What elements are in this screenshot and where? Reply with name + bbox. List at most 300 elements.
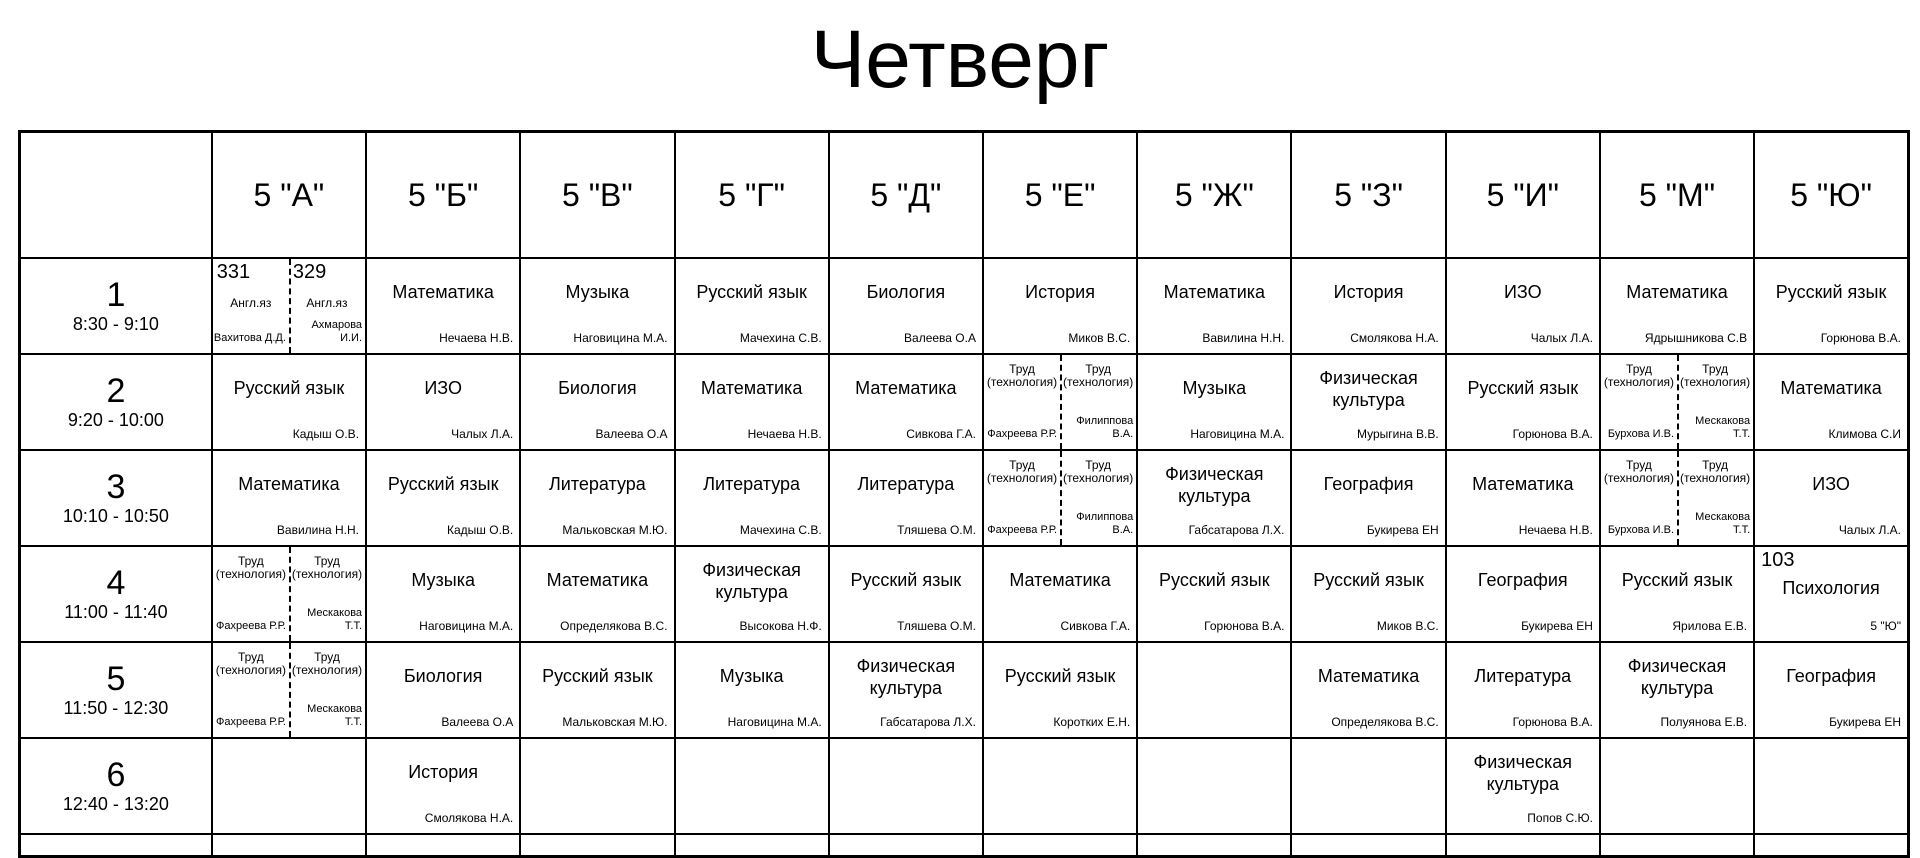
- subject-name: География: [1477, 570, 1568, 590]
- teacher-name: Ядрышникова С.В: [1644, 331, 1748, 345]
- lesson-content: [1138, 739, 1290, 833]
- lesson-cell: [520, 450, 674, 546]
- teacher-name: Высокова Н.Ф.: [739, 619, 822, 633]
- teacher-name: Тляшева О.М.: [897, 619, 976, 633]
- teacher-name: Фахреева Р.Р.: [216, 620, 286, 632]
- subject-name: Русский язык: [1159, 570, 1270, 590]
- subject-name: Биология: [866, 282, 946, 302]
- lesson-cell: [1291, 450, 1445, 546]
- subject-name: Русский язык: [387, 474, 499, 494]
- period-number: 3: [106, 468, 126, 506]
- lesson-cell: [1291, 738, 1445, 834]
- teacher-name: Бурхова И.В.: [1607, 428, 1675, 440]
- lesson-half: [289, 259, 365, 353]
- period-row: [20, 642, 1909, 738]
- lesson-cell: [675, 546, 829, 642]
- period-cell: [20, 450, 212, 546]
- lesson-half: [213, 643, 289, 737]
- lesson-cell: [1137, 258, 1291, 354]
- class-header: 5 "Д": [829, 132, 983, 259]
- lesson-cell: [1600, 450, 1754, 546]
- empty-cell: [1754, 834, 1908, 857]
- subject-name: Математика: [1626, 282, 1728, 302]
- lesson-content: [521, 355, 673, 449]
- subject-name: Математика: [855, 378, 957, 398]
- teacher-name: Габсатарова Л.Х.: [1188, 523, 1285, 537]
- subject-name: Психология: [1782, 578, 1880, 598]
- subject-name: Музыка: [1182, 378, 1247, 398]
- teacher-name: Нечаева Н.В.: [747, 427, 822, 441]
- lesson-content: [367, 451, 519, 545]
- teacher-name: Бурхова И.В.: [1607, 524, 1675, 536]
- lesson-half: [1677, 355, 1753, 449]
- lesson-content: [676, 547, 828, 641]
- lesson-cell: [829, 354, 983, 450]
- subject-name: Русский язык: [1313, 570, 1424, 590]
- subject-name: Математика: [546, 570, 649, 590]
- teacher-name: Вавилина Н.Н.: [276, 523, 360, 537]
- lesson-cell: [520, 258, 674, 354]
- lesson-content: [1601, 259, 1753, 353]
- lesson-content: [1755, 259, 1907, 353]
- lesson-content: [1138, 259, 1290, 353]
- period-number: 2: [106, 372, 126, 410]
- teacher-name: Филиппова В.А.: [1076, 415, 1134, 440]
- subject-name: История: [1333, 282, 1404, 302]
- subject-name: Математика: [1163, 282, 1266, 302]
- lesson-content: [213, 547, 365, 641]
- lesson-cell: [983, 642, 1137, 738]
- subject-name: Математика: [1317, 666, 1420, 686]
- lesson-cell: [1137, 642, 1291, 738]
- teacher-name: Мескакова Т.Т.: [307, 703, 363, 728]
- empty-cell: [829, 834, 983, 857]
- lesson-cell: [1754, 450, 1908, 546]
- period-number: 4: [106, 564, 126, 602]
- lesson-cell: [1600, 258, 1754, 354]
- lesson-content: [1292, 355, 1444, 449]
- lesson-cell: [1446, 450, 1600, 546]
- lesson-cell: [675, 642, 829, 738]
- lesson-content: [1447, 355, 1599, 449]
- lesson-cell: [366, 258, 520, 354]
- teacher-name: Вавилина Н.Н.: [1202, 331, 1285, 345]
- lesson-content: [521, 739, 673, 833]
- lesson-cell: [1754, 546, 1908, 642]
- class-header: 5 "Ж": [1137, 132, 1291, 259]
- teacher-name: Горюнова В.А.: [1204, 619, 1285, 633]
- subject-name: Математика: [238, 474, 340, 494]
- teacher-name: Мескакова Т.Т.: [1695, 511, 1751, 536]
- lesson-cell: [1600, 354, 1754, 450]
- lesson-content: [984, 547, 1136, 641]
- period-cell: [20, 258, 212, 354]
- lesson-half: [1601, 355, 1677, 449]
- subject-name: ИЗО: [1812, 474, 1850, 494]
- class-header: 5 "Г": [675, 132, 829, 259]
- lesson-content: [1447, 643, 1599, 737]
- lesson-cell: [520, 642, 674, 738]
- lesson-cell: [212, 738, 366, 834]
- lesson-cell: [983, 258, 1137, 354]
- class-header: 5 "З": [1291, 132, 1445, 259]
- lesson-cell: [366, 354, 520, 450]
- lesson-content: [213, 355, 365, 449]
- lesson-cell: [829, 738, 983, 834]
- empty-cell: [1137, 834, 1291, 857]
- lesson-cell: [1291, 642, 1445, 738]
- lesson-cell: [1754, 354, 1908, 450]
- period-time: 11:00 - 11:40: [64, 602, 168, 622]
- period-row: [20, 450, 1909, 546]
- subject-name: Труд (технология): [1603, 362, 1675, 389]
- class-header: 5 "М": [1600, 132, 1754, 259]
- lesson-content: [521, 451, 673, 545]
- period-row: [20, 354, 1909, 450]
- lesson-half: [289, 643, 365, 737]
- lesson-content: [521, 547, 673, 641]
- subject-name: Труд (технология): [1679, 362, 1751, 389]
- subject-name: Музыка: [411, 570, 475, 590]
- lesson-cell: [1446, 546, 1600, 642]
- teacher-name: Сивкова Г.А.: [906, 427, 976, 441]
- teacher-name: Коротких Е.Н.: [1053, 715, 1131, 729]
- lesson-content: [676, 739, 828, 833]
- lesson-cell: [829, 642, 983, 738]
- period-time: 12:40 - 13:20: [62, 794, 169, 814]
- split-divider: [1060, 451, 1062, 545]
- lesson-cell: [983, 354, 1137, 450]
- empty-cell: [983, 834, 1137, 857]
- lesson-content: [1601, 643, 1753, 737]
- lesson-content: [676, 451, 828, 545]
- teacher-name: 5 "Ю": [1870, 619, 1901, 633]
- lesson-cell: [1600, 642, 1754, 738]
- lesson-content: [213, 643, 365, 737]
- subject-name: Математика: [1780, 378, 1882, 398]
- teacher-name: Наговицина М.А.: [573, 331, 668, 345]
- empty-cell: [20, 834, 212, 857]
- lesson-cell: [1754, 642, 1908, 738]
- lesson-cell: [1291, 354, 1445, 450]
- lesson-cell: [983, 450, 1137, 546]
- teacher-name: Ахмарова И.И.: [311, 319, 363, 344]
- subject-name: Литература: [703, 474, 801, 494]
- class-header: 5 "Б": [366, 132, 520, 259]
- teacher-name: Кадыш О.В.: [292, 427, 360, 441]
- subject-name: Русский язык: [1467, 378, 1579, 398]
- class-header: 5 "А": [212, 132, 366, 259]
- teacher-name: Смолякова Н.А.: [424, 811, 514, 825]
- corner-cell: [20, 132, 212, 259]
- page-title: Четверг: [810, 14, 1110, 105]
- lesson-cell: [1754, 258, 1908, 354]
- lesson-cell: [1754, 738, 1908, 834]
- subject-name: Музыка: [565, 282, 630, 302]
- lesson-cell: [212, 450, 366, 546]
- period-time: 9:20 - 10:00: [67, 410, 164, 430]
- lesson-cell: [1446, 354, 1600, 450]
- lesson-content: [367, 739, 519, 833]
- lesson-content: [830, 547, 982, 641]
- teacher-name: Полуянова Е.В.: [1660, 715, 1748, 729]
- subject-name: Математика: [1472, 474, 1574, 494]
- subject-name: Труд (технология): [1063, 458, 1134, 485]
- lesson-cell: [520, 546, 674, 642]
- lesson-cell: [1291, 546, 1445, 642]
- subject-name: Труд (технология): [1679, 458, 1751, 485]
- lesson-cell: [1446, 642, 1600, 738]
- lesson-content: [984, 739, 1136, 833]
- teacher-name: Букирева ЕН: [1366, 523, 1439, 537]
- subject-name: Физическая культура: [1627, 656, 1727, 698]
- teacher-name: Валеева О.А: [441, 715, 514, 729]
- subject-name: Русский язык: [1004, 666, 1116, 686]
- teacher-name: Тляшева О.М.: [897, 523, 976, 537]
- subject-name: Труд (технология): [986, 362, 1058, 389]
- lesson-content: [521, 643, 673, 737]
- teacher-name: Мачехина С.В.: [739, 331, 822, 345]
- teacher-name: Мурыгина В.В.: [1356, 427, 1439, 441]
- teacher-name: Наговицина М.А.: [1190, 427, 1285, 441]
- lesson-content: [1601, 547, 1753, 641]
- subject-name: Биология: [558, 378, 637, 398]
- lesson-half: [1060, 451, 1136, 545]
- lesson-cell: [1291, 258, 1445, 354]
- teacher-name: Горюнова В.А.: [1512, 715, 1593, 729]
- split-divider: [1677, 451, 1679, 545]
- lesson-content: [1755, 451, 1907, 545]
- teacher-name: Мальковская М.Ю.: [562, 523, 668, 537]
- lesson-cell: [675, 258, 829, 354]
- subject-name: Русский язык: [696, 282, 807, 302]
- lesson-cell: [212, 546, 366, 642]
- subject-name: История: [408, 762, 479, 782]
- subject-name: Труд (технология): [291, 554, 363, 581]
- subject-name: Русский язык: [542, 666, 653, 686]
- room-number: 329: [292, 261, 327, 283]
- subject-name: Биология: [403, 666, 483, 686]
- period-cell: [20, 738, 212, 834]
- subject-name: Математика: [1009, 570, 1111, 590]
- subject-name: Физическая культура: [702, 560, 801, 602]
- teacher-name: Климова С.И: [1828, 427, 1901, 441]
- subject-name: ИЗО: [424, 378, 462, 398]
- subject-name: Математика: [392, 282, 494, 302]
- lesson-content: [1755, 547, 1907, 641]
- lesson-cell: [366, 738, 520, 834]
- lesson-half: [1060, 355, 1136, 449]
- lesson-content: [367, 643, 519, 737]
- subject-name: Русский язык: [1775, 282, 1887, 302]
- lesson-content: [213, 259, 365, 353]
- empty-cell: [675, 834, 829, 857]
- lesson-content: [830, 451, 982, 545]
- room-number: 331: [216, 261, 251, 283]
- lesson-half: [984, 355, 1060, 449]
- period-number: 6: [106, 756, 126, 794]
- lesson-content: [1447, 739, 1599, 833]
- lesson-content: [1447, 259, 1599, 353]
- subject-name: Физическая культура: [1473, 752, 1573, 794]
- teacher-name: Валеева О.А: [904, 331, 976, 345]
- subject-name: Литература: [1474, 666, 1572, 686]
- lesson-content: [1447, 547, 1599, 641]
- subject-name: ИЗО: [1503, 282, 1542, 302]
- lesson-content: [1292, 451, 1444, 545]
- teacher-name: Букирева ЕН: [1829, 715, 1901, 729]
- subject-name: Литература: [548, 474, 646, 494]
- subject-name: Физическая культура: [1165, 464, 1264, 506]
- lesson-content: [676, 643, 828, 737]
- teacher-name: Мачехина С.В.: [739, 523, 822, 537]
- period-time: 11:50 - 12:30: [63, 698, 169, 718]
- teacher-name: Миков В.С.: [1068, 331, 1131, 345]
- lesson-cell: [829, 450, 983, 546]
- lesson-content: [984, 355, 1136, 449]
- lesson-cell: [212, 642, 366, 738]
- lesson-cell: [366, 450, 520, 546]
- empty-cell: [1446, 834, 1600, 857]
- subject-name: Математика: [700, 378, 803, 398]
- subject-name: География: [1323, 474, 1414, 494]
- lesson-cell: [520, 738, 674, 834]
- lesson-cell: [1600, 738, 1754, 834]
- lesson-content: [1292, 739, 1444, 833]
- teacher-name: Мескакова Т.Т.: [1695, 415, 1751, 440]
- teacher-name: Мальковская М.Ю.: [562, 715, 668, 729]
- teacher-name: Горюнова В.А.: [1820, 331, 1901, 345]
- teacher-name: Смолякова Н.А.: [1350, 331, 1439, 345]
- teacher-name: Ярилова Е.В.: [1672, 619, 1748, 633]
- lesson-cell: [1137, 450, 1291, 546]
- lesson-content: [1138, 451, 1290, 545]
- subject-name: Физическая культура: [856, 656, 956, 698]
- period-time: 8:30 - 9:10: [72, 314, 159, 334]
- period-row: [20, 738, 1909, 834]
- lesson-content: [1755, 355, 1907, 449]
- teacher-name: Чалых Л.А.: [1530, 331, 1593, 345]
- lesson-cell: [212, 258, 366, 354]
- lesson-content: [1601, 451, 1753, 545]
- lesson-cell: [1446, 738, 1600, 834]
- lesson-content: [213, 451, 365, 545]
- period-row: [20, 258, 1909, 354]
- class-header: 5 "В": [520, 132, 674, 259]
- lesson-cell: [829, 258, 983, 354]
- teacher-name: Фахреева Р.Р.: [216, 716, 286, 728]
- lesson-content: [1292, 259, 1444, 353]
- lesson-cell: [675, 450, 829, 546]
- lesson-content: [676, 355, 828, 449]
- split-divider: [1677, 355, 1679, 449]
- subject-name: Физическая культура: [1319, 368, 1418, 410]
- lesson-content: [984, 259, 1136, 353]
- lesson-content: [367, 547, 519, 641]
- teacher-name: Чалых Л.А.: [451, 427, 514, 441]
- split-divider: [289, 547, 291, 641]
- empty-cell: [1291, 834, 1445, 857]
- lesson-content: [1601, 739, 1753, 833]
- subject-name: Труд (технология): [986, 458, 1058, 485]
- lesson-half: [1677, 451, 1753, 545]
- lesson-cell: [829, 546, 983, 642]
- period-number: 1: [106, 276, 126, 314]
- split-divider: [1060, 355, 1062, 449]
- empty-cell: [520, 834, 674, 857]
- subject-name: Англ.яз: [230, 296, 272, 310]
- class-header: 5 "Е": [983, 132, 1137, 259]
- lesson-content: [367, 355, 519, 449]
- teacher-name: Чалых Л.А.: [1838, 523, 1901, 537]
- lesson-content: [830, 355, 982, 449]
- subject-name: Литература: [857, 474, 955, 494]
- teacher-name: Филиппова В.А.: [1076, 511, 1134, 536]
- period-cell: [20, 354, 212, 450]
- teacher-name: Определякова В.С.: [560, 619, 668, 633]
- teacher-name: Нечаева Н.В.: [1518, 523, 1593, 537]
- subject-name: Труд (технология): [291, 650, 363, 677]
- lesson-content: [1138, 643, 1290, 737]
- lesson-cell: [1137, 546, 1291, 642]
- split-divider: [289, 259, 291, 353]
- lesson-half: [289, 547, 365, 641]
- lesson-half: [213, 259, 289, 353]
- lesson-half: [1601, 451, 1677, 545]
- lesson-cell: [1137, 354, 1291, 450]
- teacher-name: Наговицина М.А.: [419, 619, 514, 633]
- lesson-cell: [520, 354, 674, 450]
- lesson-content: [984, 643, 1136, 737]
- lesson-cell: [675, 354, 829, 450]
- lesson-cell: [983, 738, 1137, 834]
- empty-cell: [212, 834, 366, 857]
- split-divider: [289, 643, 291, 737]
- period-cell: [20, 546, 212, 642]
- teacher-name: Нечаева Н.В.: [439, 331, 514, 345]
- teacher-name: Миков В.С.: [1376, 619, 1439, 633]
- lesson-cell: [366, 546, 520, 642]
- subject-name: Русский язык: [233, 378, 345, 398]
- teacher-name: Горюнова В.А.: [1512, 427, 1593, 441]
- subject-name: Труд (технология): [1603, 458, 1675, 485]
- teacher-name: Наговицина М.А.: [727, 715, 822, 729]
- lesson-content: [1601, 355, 1753, 449]
- period-time: 10:10 - 10:50: [62, 506, 169, 526]
- lesson-cell: [212, 354, 366, 450]
- lesson-half: [213, 547, 289, 641]
- lesson-content: [676, 259, 828, 353]
- lesson-content: [1447, 451, 1599, 545]
- teacher-name: Кадыш О.В.: [447, 523, 514, 537]
- subject-name: Труд (технология): [215, 554, 286, 581]
- teacher-name: Сивкова Г.А.: [1060, 619, 1131, 633]
- teacher-name: Попов С.Ю.: [1527, 811, 1593, 825]
- subject-name: Музыка: [719, 666, 784, 686]
- lesson-content: [1755, 739, 1907, 833]
- lesson-cell: [1600, 546, 1754, 642]
- class-header: 5 "И": [1446, 132, 1600, 259]
- period-row: [20, 546, 1909, 642]
- teacher-name: Габсатарова Л.Х.: [880, 715, 976, 729]
- subject-name: Труд (технология): [1063, 362, 1134, 389]
- teacher-name: Валеева О.А: [595, 427, 668, 441]
- teacher-name: Вахитова Д.Д.: [213, 332, 286, 344]
- teacher-name: Мескакова Т.Т.: [307, 607, 363, 632]
- teacher-name: Букирева ЕН: [1521, 619, 1593, 633]
- empty-cell: [1600, 834, 1754, 857]
- lesson-content: [830, 259, 982, 353]
